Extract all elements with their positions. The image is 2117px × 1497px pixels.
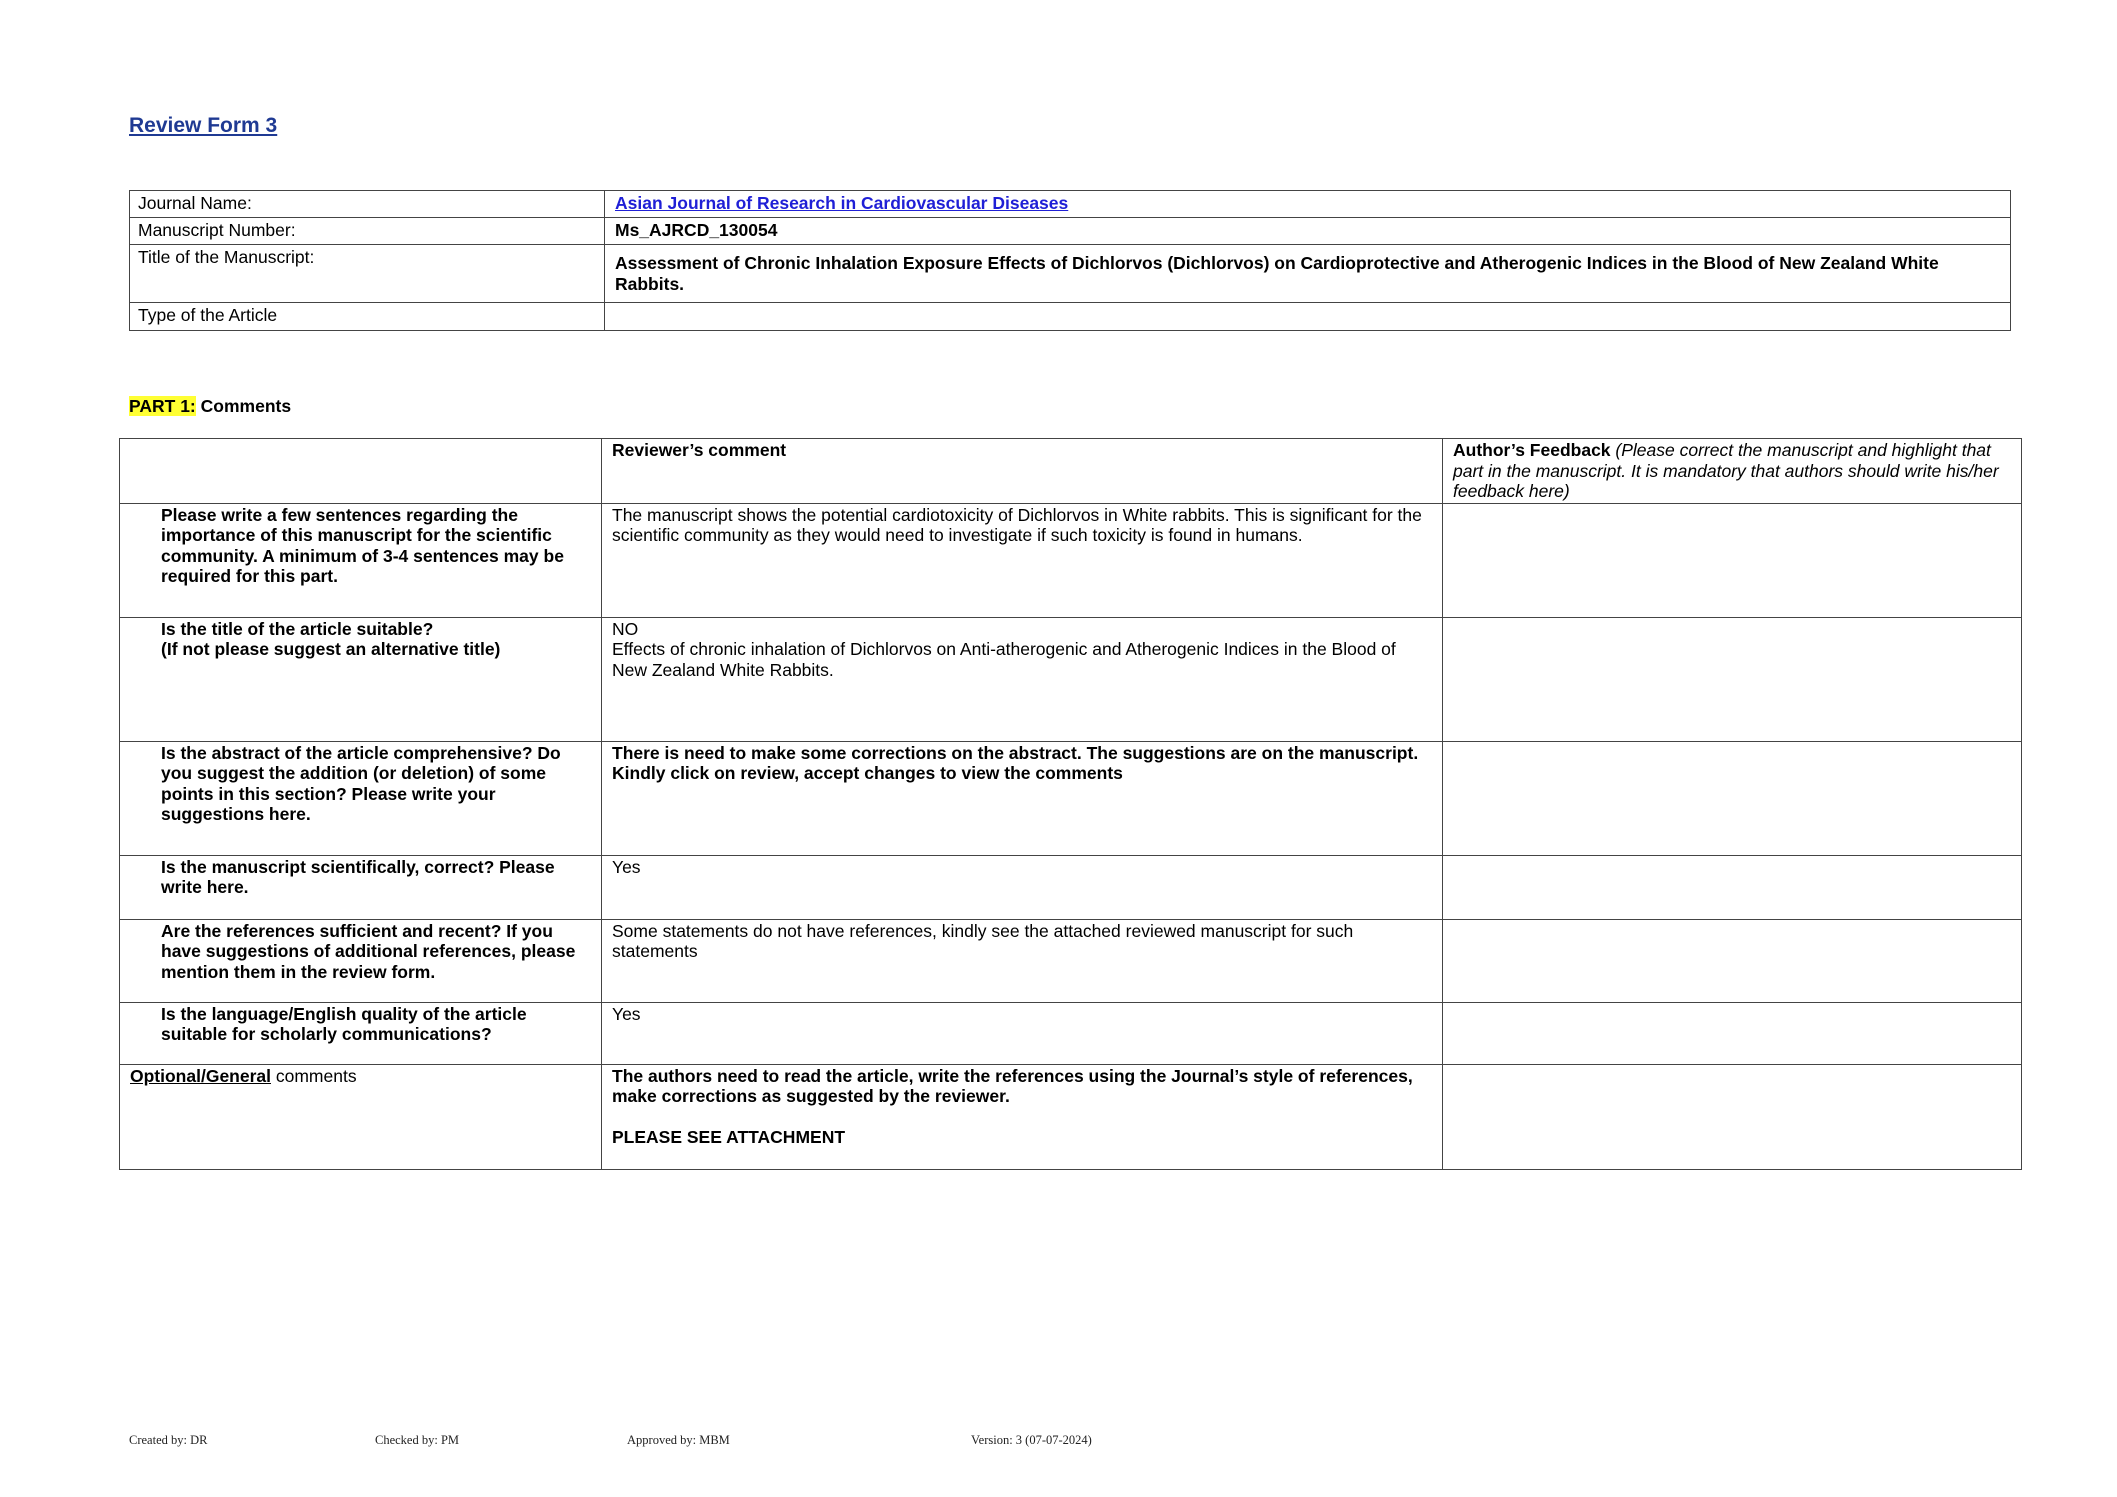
reviewer-comment[interactable]: The manuscript shows the potential cardiotoxicity of Dichlorvos in White rabbits. This is significant for the scientific community as they would need to investigate if such toxicity is found in humans. xyxy=(602,503,1443,617)
optional-general-label: Optional/General xyxy=(130,1065,271,1086)
question-text: Is the title of the article suitable? (If not please suggest an alternative title) xyxy=(120,617,602,741)
author-feedback-cell[interactable] xyxy=(1443,1002,2022,1064)
question-text: Is the manuscript scientifically, correct? Please write here. xyxy=(120,855,602,919)
form-title: Review Form 3 xyxy=(129,114,278,137)
article-type-value[interactable] xyxy=(605,303,2011,331)
manuscript-number-value: Ms_AJRCD_130054 xyxy=(605,218,2011,245)
journal-name-label: Journal Name: xyxy=(130,191,605,218)
header-empty-cell xyxy=(120,439,602,504)
author-feedback-header xyxy=(1443,439,2022,504)
reviewer-comment-header: Reviewer’s comment xyxy=(602,439,1443,504)
attachment-note: PLEASE SEE ATTACHMENT xyxy=(612,1126,846,1147)
manuscript-title-value: Assessment of Chronic Inhalation Exposure Effects of Dichlorvos (Dichlorvos) on Cardioprotective and Atherogenic Indices in the Blood of New Zealand White Rabbits. xyxy=(605,245,2011,303)
part1-label: PART 1: xyxy=(129,396,196,416)
manuscript-title-label: Title of the Manuscript: xyxy=(130,245,605,303)
question-row-importance xyxy=(120,503,2022,617)
article-type-row xyxy=(130,303,2011,331)
author-feedback-cell[interactable] xyxy=(1443,503,2022,617)
comments-header-row xyxy=(120,439,2022,504)
comments-table xyxy=(119,438,2022,1170)
author-feedback-cell[interactable] xyxy=(1443,919,2022,1002)
reviewer-comment[interactable]: Yes xyxy=(602,1002,1443,1064)
reviewer-comment[interactable]: Some statements do not have references, kindly see the attached reviewed manuscript for such statements xyxy=(602,919,1443,1002)
author-feedback-cell[interactable] xyxy=(1443,741,2022,855)
footer-checked-by: Checked by: PM xyxy=(375,1433,460,1447)
journal-name-row xyxy=(130,191,2011,218)
footer-approved-by: Approved by: MBM xyxy=(627,1433,730,1447)
optional-comments-row xyxy=(120,1064,2022,1169)
manuscript-number-row xyxy=(130,218,2011,245)
question-row-abstract xyxy=(120,741,2022,855)
question-text: Please write a few sentences regarding the importance of this manuscript for the scientific community. A minimum of 3-4 sentences may be required for this part. xyxy=(120,503,602,617)
optional-comments-suffix: comments xyxy=(271,1065,357,1086)
reviewer-comment[interactable]: NO Effects of chronic inhalation of Dichlorvos on Anti-atherogenic and Atherogenic Indices in the Blood of New Zealand White Rabbits. xyxy=(602,617,1443,741)
optional-reviewer-comment[interactable] xyxy=(602,1064,1443,1169)
author-feedback-header-note: (Please correct the manuscript and highlight that part in the manuscript. It is mandatory that authors should write his/her feedback here) xyxy=(1453,440,1999,501)
manuscript-number-label: Manuscript Number: xyxy=(130,218,605,245)
author-feedback-header-title: Author’s Feedback xyxy=(1453,440,1611,460)
question-text: Are the references sufficient and recent? If you have suggestions of additional references, please mention them in the review form. xyxy=(120,919,602,1002)
author-feedback-cell[interactable] xyxy=(1443,617,2022,741)
part1-heading xyxy=(129,396,291,417)
optional-comments-label xyxy=(120,1064,602,1169)
article-type-label: Type of the Article xyxy=(130,303,605,331)
question-row-title xyxy=(120,617,2022,741)
footer-created-by: Created by: DR xyxy=(129,1433,208,1447)
question-row-references xyxy=(120,919,2022,1002)
manuscript-info-table xyxy=(129,190,2011,331)
journal-name-link[interactable]: Asian Journal of Research in Cardiovascular Diseases xyxy=(615,193,1069,213)
optional-author-feedback-cell[interactable] xyxy=(1443,1064,2022,1169)
reviewer-comment[interactable]: Yes xyxy=(602,855,1443,919)
question-text: Is the abstract of the article comprehensive? Do you suggest the addition (or deletion) of some points in this section? Please write your suggestions here. xyxy=(120,741,602,855)
question-row-scientific xyxy=(120,855,2022,919)
author-feedback-cell[interactable] xyxy=(1443,855,2022,919)
optional-comment-text: The authors need to read the article, write the references using the Journal’s style of references, make corrections as suggested by the reviewer. xyxy=(612,1065,1413,1106)
reviewer-comment[interactable]: There is need to make some corrections on the abstract. The suggestions are on the manuscript. Kindly click on review, accept changes to view the comments xyxy=(602,741,1443,855)
question-text: Is the language/English quality of the article suitable for scholarly communications? xyxy=(120,1002,602,1064)
part1-heading-text: Comments xyxy=(200,396,292,416)
journal-name-value xyxy=(605,191,2011,218)
question-row-language xyxy=(120,1002,2022,1064)
footer-version: Version: 3 (07-07-2024) xyxy=(971,1433,1092,1447)
manuscript-title-row xyxy=(130,245,2011,303)
